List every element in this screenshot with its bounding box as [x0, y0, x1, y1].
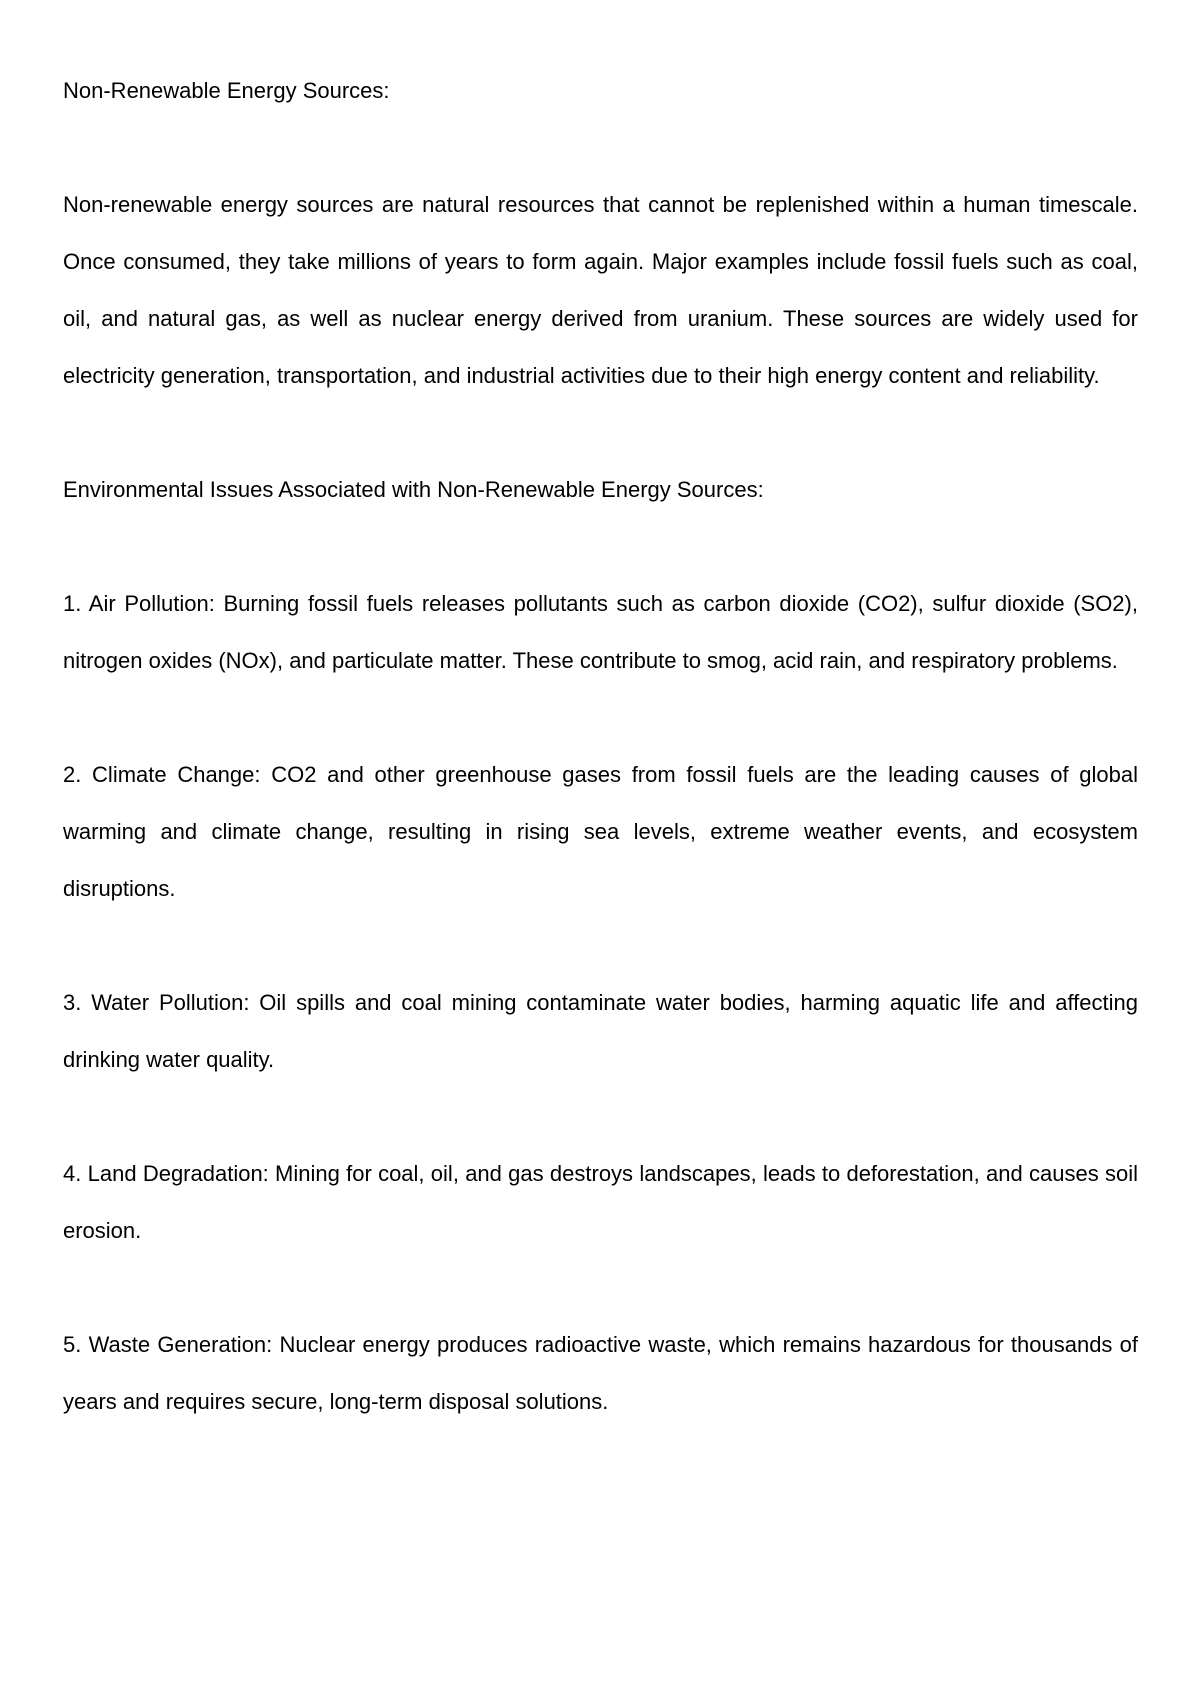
paragraph-spacer — [63, 917, 1138, 974]
paragraph-spacer — [63, 1088, 1138, 1145]
issue-waste-generation: 5. Waste Generation: Nuclear energy produces radioactive waste, which remains hazardous for thousands of years and requires secure, long-term disposal solutions. — [63, 1332, 1138, 1414]
section-heading-non-renewable: Non-Renewable Energy Sources: — [63, 78, 390, 103]
issue-climate-change: 2. Climate Change: CO2 and other greenhouse gases from fossil fuels are the leading causes of global warming and climate change, resulting in rising sea levels, extreme weather events, and ecosystem disruptions. — [63, 762, 1138, 901]
section-heading-environmental-issues: Environmental Issues Associated with Non-Renewable Energy Sources: — [63, 477, 764, 502]
paragraph-spacer — [63, 518, 1138, 575]
paragraph-spacer — [63, 119, 1138, 176]
issue-water-pollution: 3. Water Pollution: Oil spills and coal mining contaminate water bodies, harming aquatic life and affecting drinking water quality. — [63, 990, 1138, 1072]
paragraph-spacer — [63, 689, 1138, 746]
document-page — [63, 62, 1138, 1430]
paragraph-spacer — [63, 404, 1138, 461]
issue-land-degradation: 4. Land Degradation: Mining for coal, oil, and gas destroys landscapes, leads to deforestation, and causes soil erosion. — [63, 1161, 1138, 1243]
intro-paragraph: Non-renewable energy sources are natural resources that cannot be replenished within a human timescale. Once consumed, they take millions of years to form again. Major examples include fossil fuels such as coal, oil, and natural gas, as well as nuclear energy derived from uranium. These sources are widely used for electricity generation, transportation, and industrial activities due to their high energy content and reliability. — [63, 192, 1138, 388]
paragraph-spacer — [63, 1259, 1138, 1316]
issue-air-pollution: 1. Air Pollution: Burning fossil fuels releases pollutants such as carbon dioxide (CO2), sulfur dioxide (SO2), nitrogen oxides (NOx), and particulate matter. These contribute to smog, acid rain, and respiratory problems. — [63, 591, 1138, 673]
